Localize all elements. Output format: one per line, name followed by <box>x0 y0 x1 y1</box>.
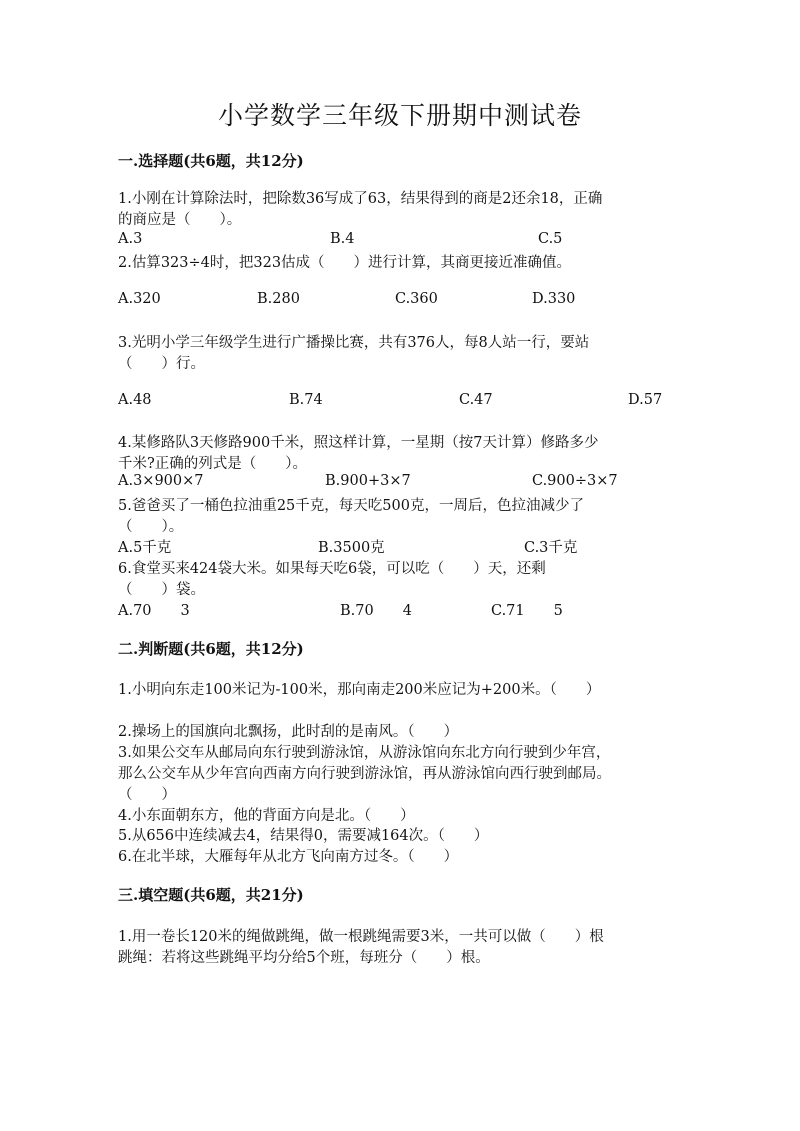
question-text: （ ）袋。 <box>118 582 205 598</box>
question-text: 1.用一卷长120米的绳做跳绳，做一根跳绳需要3米，一共可以做（ ）根 <box>118 929 604 945</box>
question-text: 3.光明小学三年级学生进行广播操比赛，共有376人，每8人站一行，要站 <box>118 335 590 351</box>
option-a: A.48 <box>118 392 152 408</box>
section-heading-choice: 一.选择题(共6题，共12分) <box>118 152 304 170</box>
question-text: 6.食堂买来424袋大米。如果每天吃6袋，可以吃（ ）天，还剩 <box>118 561 546 577</box>
option-b: B.70 4 <box>340 603 412 619</box>
option-b: B.3500克 <box>318 540 385 556</box>
option-a: A.3 <box>118 231 143 247</box>
option-c: C.71 5 <box>491 603 563 619</box>
statement-text: 1.小明向东走100米记为-100米，那向南走200米应记为+200米。（ ） <box>118 682 601 698</box>
question-text: 4.某修路队3天修路900千米，照这样计算，一星期（按7天计算）修路多少 <box>118 435 599 451</box>
option-b: B.4 <box>330 231 355 247</box>
question-text: （ ）。 <box>118 519 184 535</box>
option-b: B.74 <box>289 392 323 408</box>
question-text: 跳绳：若将这些跳绳平均分给5个班，每班分（ ）根。 <box>118 950 490 966</box>
statement-text: 3.如果公交车从邮局向东行驶到游泳馆，从游泳馆向东北方向行驶到少年宫， <box>118 745 611 761</box>
statement-text: 2.操场上的国旗向北飘扬，此时刮的是南风。（ ） <box>118 724 459 740</box>
statement-text: 5.从656中连续减去4，结果得0，需要减164次。（ ） <box>118 828 489 844</box>
option-a: A.5千克 <box>118 540 172 556</box>
option-a: A.3×900×7 <box>118 473 204 489</box>
section-heading-judgement: 二.判断题(共6题，共12分) <box>118 640 304 658</box>
page-title: 小学数学三年级下册期中测试卷 <box>217 101 582 130</box>
option-a: A.320 <box>118 291 161 307</box>
question-text: 5.爸爸买了一桶色拉油重25千克，每天吃500克，一周后，色拉油减少了 <box>118 498 584 514</box>
question-text: 的商应是（ ）。 <box>118 212 242 228</box>
section-heading-fill-blank: 三.填空题(共6题，共21分) <box>118 886 304 904</box>
statement-text: 6.在北半球，大雁每年从北方飞向南方过冬。（ ） <box>118 849 459 865</box>
option-a: A.70 3 <box>118 603 190 619</box>
option-d: D.330 <box>532 291 576 307</box>
question-text: （ ）行。 <box>118 356 205 372</box>
option-b: B.280 <box>257 291 300 307</box>
question-text: 千米?正确的列式是（ ）。 <box>118 456 308 472</box>
option-c: C.360 <box>395 291 438 307</box>
statement-text: 那么公交车从少年宫向西南方向行驶到游泳馆，再从游泳馆向西行驶到邮局。 <box>118 766 611 782</box>
question-text: 2.估算323÷4时，把323估成（ ）进行计算，其商更接近准确值。 <box>118 255 572 271</box>
option-b: B.900+3×7 <box>325 473 411 489</box>
option-d: D.57 <box>628 392 663 408</box>
option-c: C.47 <box>459 392 493 408</box>
option-c: C.5 <box>538 231 563 247</box>
option-c: C.3千克 <box>524 540 578 556</box>
statement-text: （ ） <box>118 787 176 803</box>
option-c: C.900÷3×7 <box>532 473 618 489</box>
question-text: 1.小刚在计算除法时，把除数36写成了63，结果得到的商是2还余18，正确 <box>118 191 603 207</box>
statement-text: 4.小东面朝东方，他的背面方向是北。（ ） <box>118 808 415 824</box>
